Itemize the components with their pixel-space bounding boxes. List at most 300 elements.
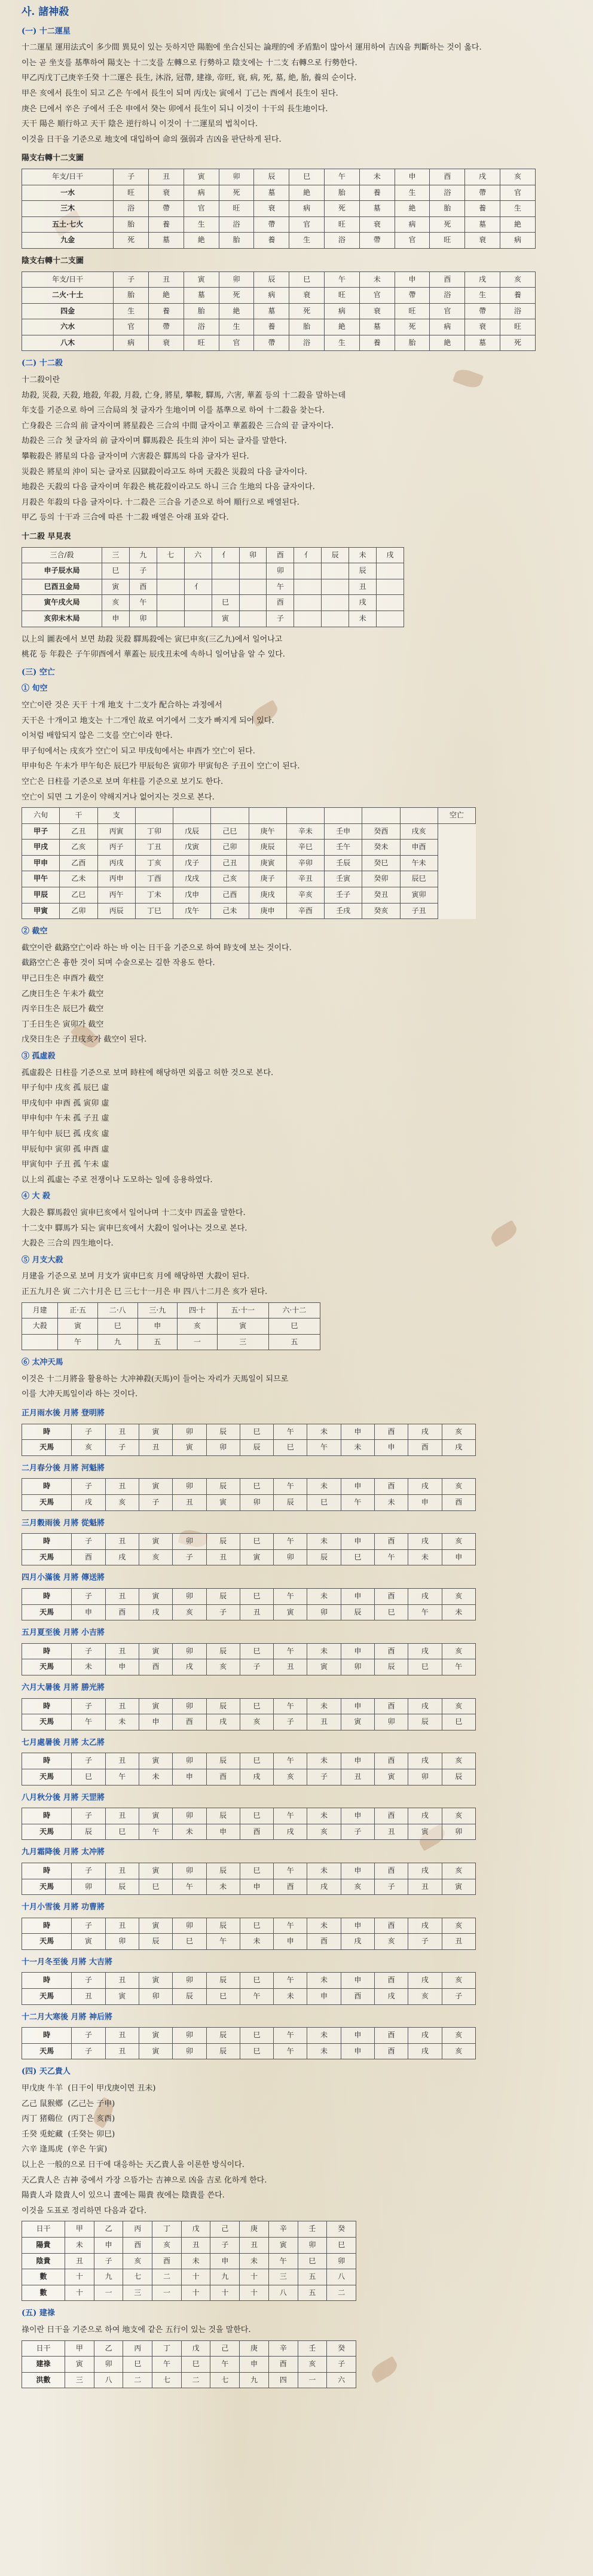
month-caption: 十一月冬至後 月將 大吉將 bbox=[22, 1957, 113, 1967]
table-cell: 巳酉丑金局 bbox=[22, 579, 102, 595]
table-cell: 午 bbox=[72, 1714, 105, 1730]
table-cell: 巳 bbox=[327, 2237, 356, 2253]
table-cell: 寅 bbox=[139, 1863, 172, 1879]
table-cell: 申 bbox=[137, 1318, 178, 1335]
table-cell: 八木 bbox=[22, 335, 114, 351]
table-cell: 己未 bbox=[211, 903, 249, 919]
table-caption: 十二殺 早見表 bbox=[22, 532, 71, 541]
table-cell: 戌 bbox=[349, 595, 377, 611]
table-cell: 酉 bbox=[72, 1549, 105, 1565]
month-general-table bbox=[22, 1753, 476, 1785]
table-cell bbox=[212, 563, 239, 579]
table-cell: 養 bbox=[149, 216, 184, 233]
table-cell: 子 bbox=[72, 1753, 105, 1769]
subsection-heading: ① 旬空 bbox=[22, 684, 48, 694]
table-row bbox=[22, 185, 536, 201]
table-cell: 巳 bbox=[298, 2253, 327, 2269]
table-cell bbox=[322, 563, 349, 579]
table-cell: 子 bbox=[72, 1479, 105, 1495]
month-general-table bbox=[22, 1643, 476, 1675]
table-cell: 午 bbox=[274, 1479, 307, 1495]
table-cell: 墓 bbox=[359, 201, 395, 217]
table-cell: 亥 bbox=[307, 1824, 341, 1840]
table-row bbox=[22, 1973, 476, 1989]
table-cell: 辰巳 bbox=[400, 871, 438, 887]
table-header-cell: 丁 bbox=[152, 2221, 182, 2238]
table-cell: 天馬 bbox=[22, 1495, 72, 1511]
table-header-cell: 三 bbox=[102, 547, 129, 563]
table-cell: 癸亥 bbox=[362, 903, 400, 919]
table-cell bbox=[294, 595, 322, 611]
table-header-cell: 丁 bbox=[152, 2340, 182, 2357]
table-cell: 申 bbox=[240, 1879, 273, 1895]
table-cell: 官 bbox=[184, 201, 219, 217]
table-cell: 養 bbox=[359, 335, 395, 351]
table-cell: 酉 bbox=[374, 1643, 408, 1659]
table-cell bbox=[184, 611, 212, 627]
table-header-row bbox=[22, 169, 536, 185]
table-cell: 墓 bbox=[465, 335, 500, 351]
table-cell: 午 bbox=[210, 2357, 240, 2373]
section-heading: (三) 空亡 bbox=[22, 667, 55, 677]
table-cell: 酉 bbox=[374, 1534, 408, 1550]
table-cell bbox=[239, 611, 267, 627]
table-cell: 二 bbox=[152, 2269, 182, 2285]
table-cell: 辛卯 bbox=[286, 855, 324, 871]
table-caption: 陰支右轉十二支圖 bbox=[22, 256, 84, 265]
table-header-cell: 丑 bbox=[149, 169, 184, 185]
table-cell: 寅 bbox=[139, 1753, 172, 1769]
table-header-cell: 未 bbox=[359, 169, 395, 185]
table-row bbox=[22, 823, 476, 840]
table-cell: 子 bbox=[173, 1549, 206, 1565]
month-caption: 六月大暑後 月將 勝光將 bbox=[22, 1683, 105, 1692]
table-cell: 午 bbox=[307, 1440, 341, 1456]
table-row bbox=[22, 1989, 476, 2005]
table-cell: 巳 bbox=[268, 1318, 320, 1335]
table-cell bbox=[294, 611, 322, 627]
table-cell: 時 bbox=[22, 1698, 72, 1714]
paragraph: 劫殺은 三合 첫 글자의 前 글자이며 驛馬殺은 長生의 沖이 되는 글자를 말한다. bbox=[22, 437, 287, 446]
paragraph: 月建을 기준으로 보며 月支가 寅申巳亥 月에 해당하면 大殺이 된다. bbox=[22, 1272, 250, 1281]
table-cell: 巳 bbox=[102, 563, 129, 579]
table-header-cell: 癸 bbox=[327, 2340, 356, 2357]
table-cell: 申 bbox=[341, 1643, 374, 1659]
table-header-cell: 年支/日干 bbox=[22, 169, 114, 185]
table-cell: 七 bbox=[123, 2269, 152, 2285]
paragraph: 이것을 도표로 정리하면 다음과 같다. bbox=[22, 2206, 147, 2215]
table-row bbox=[22, 840, 476, 856]
paragraph: 六辛 逢馬虎 (辛은 午寅) bbox=[22, 2145, 108, 2154]
table-cell: 卯 bbox=[94, 2357, 123, 2373]
table-cell: 戊申 bbox=[173, 887, 211, 904]
table-cell: 巳 bbox=[72, 1769, 105, 1785]
paragraph: 天干 陽은 順行하고 天干 陰은 逆行하니 이것이 十二運星의 법칙이다. bbox=[22, 120, 258, 129]
table-cell: 亥 bbox=[442, 1698, 475, 1714]
table-cell: 亥 bbox=[442, 1808, 475, 1824]
table-header-cell: 甲 bbox=[65, 2221, 94, 2238]
table-cell: 一 bbox=[152, 2285, 182, 2301]
table-cell: 十 bbox=[240, 2285, 269, 2301]
table-cell: 生 bbox=[325, 335, 360, 351]
table-cell: 亥 bbox=[442, 1589, 475, 1605]
table-cell: 亥 bbox=[105, 1495, 139, 1511]
table-cell bbox=[294, 579, 322, 595]
month-caption: 九月霜降後 月將 太冲將 bbox=[22, 1848, 105, 1857]
table-cell: 申 bbox=[341, 1863, 374, 1879]
table-cell: 二 bbox=[327, 2285, 356, 2301]
table-header-cell: 六 bbox=[184, 547, 212, 563]
table-row bbox=[22, 1863, 476, 1879]
table-cell: 子 bbox=[72, 1589, 105, 1605]
paragraph: 十二支中 驛馬가 되는 寅申巳亥에서 大殺이 일어나는 것으로 본다. bbox=[22, 1223, 247, 1233]
table-cell: 巳 bbox=[240, 1589, 273, 1605]
table-header-cell: 戌 bbox=[377, 547, 404, 563]
table-cell: 寅 bbox=[206, 1495, 240, 1511]
table-header-row bbox=[22, 2221, 356, 2238]
table-cell: 生 bbox=[219, 319, 254, 335]
table-cell: 卯 bbox=[298, 2237, 327, 2253]
table-cell: 酉 bbox=[274, 1879, 307, 1895]
table-row bbox=[22, 611, 404, 627]
table-cell: 病 bbox=[395, 216, 430, 233]
table-cell: 辰 bbox=[206, 1589, 240, 1605]
table-cell: 卯 bbox=[173, 1424, 206, 1440]
table-cell: 絶 bbox=[430, 335, 465, 351]
table-cell: 生 bbox=[114, 303, 149, 319]
table-cell: 酉 bbox=[129, 579, 157, 595]
table-row bbox=[22, 1440, 476, 1456]
twelve-stages-table-yin bbox=[22, 271, 536, 352]
table-cell: 丑 bbox=[274, 1659, 307, 1675]
table-cell: 未 bbox=[374, 1495, 408, 1511]
table-cell: 未 bbox=[307, 2028, 341, 2044]
table-cell: 寅 bbox=[102, 579, 129, 595]
table-cell: 五·十一 bbox=[217, 1302, 268, 1318]
table-cell: 卯 bbox=[173, 2028, 206, 2044]
table-cell: 酉 bbox=[374, 1424, 408, 1440]
subsection-heading: ③ 孤虛殺 bbox=[22, 1052, 56, 1061]
table-cell: 庚申 bbox=[249, 903, 286, 919]
table-cell: 戌 bbox=[408, 1863, 442, 1879]
table-cell: 辛巳 bbox=[286, 840, 324, 856]
table-cell: 申 bbox=[341, 2043, 374, 2059]
table-cell: 寅 bbox=[139, 1698, 172, 1714]
paragraph: 空亡이란 것은 天干 十개 地支 十二支가 配合하는 과정에서 bbox=[22, 700, 222, 710]
table-cell: 酉 bbox=[374, 2028, 408, 2044]
paragraph: 丁壬日生은 寅卯가 截空 bbox=[22, 1020, 104, 1029]
table-cell: 子 bbox=[206, 1604, 240, 1620]
paragraph: 이처럼 배합되지 않은 二支를 空亡이라 한다. bbox=[22, 731, 173, 741]
table-cell: 丑 bbox=[105, 1973, 139, 1989]
table-cell: 巳 bbox=[408, 1659, 442, 1675]
paragraph: 十二運星 運用法式이 多少間 異見이 있는 듯하지만 陽胞에 坐合신되는 論理的에 矛盾點이 많아서 運用하여 吉凶을 判斷하는 것이 옳다. bbox=[22, 43, 482, 53]
table-row bbox=[22, 2028, 476, 2044]
table-cell: 天馬 bbox=[22, 1440, 72, 1456]
table-cell: 申 bbox=[206, 1824, 240, 1840]
month-general-table bbox=[22, 1918, 476, 1950]
table-cell: 午 bbox=[274, 1918, 307, 1934]
table-cell: 庚辰 bbox=[249, 840, 286, 856]
table-cell: 辛亥 bbox=[286, 887, 324, 904]
paragraph: 災殺은 將星의 沖이 되는 글자로 囚獄殺이라고도 하며 天殺은 災殺의 다음 글자이다. bbox=[22, 467, 307, 477]
table-header-cell: 寅 bbox=[184, 271, 219, 288]
table-cell: 乙酉 bbox=[60, 855, 97, 871]
paragraph: 甲은 亥에서 長生이 되고 乙은 午에서 長生이 되며 丙戊는 寅에서 丁己는 酉에서 長生이 된다. bbox=[22, 88, 338, 98]
table-header-cell: 午 bbox=[325, 271, 360, 288]
paragraph: 截路空亡은 흉한 것이 되며 수술으로는 길한 작용도 한다. bbox=[22, 959, 215, 968]
table-cell: 午 bbox=[274, 1534, 307, 1550]
table-cell: 旺 bbox=[500, 319, 536, 335]
paragraph: 戊癸日生은 子丑戌亥가 截空이 된다. bbox=[22, 1035, 147, 1045]
table-cell: 己酉 bbox=[211, 887, 249, 904]
table-row bbox=[22, 1604, 476, 1620]
table-cell: 酉 bbox=[123, 2237, 152, 2253]
paragraph: 壬癸 兎蛇藏 (壬癸는 卯巳) bbox=[22, 2129, 115, 2139]
table-cell: 洪數 bbox=[22, 2372, 65, 2388]
table-cell: 巳 bbox=[341, 1549, 374, 1565]
table-row bbox=[22, 2237, 356, 2253]
table-cell: 卯 bbox=[72, 1879, 105, 1895]
table-cell: 浴 bbox=[430, 288, 465, 304]
table-header-cell: 未 bbox=[349, 547, 377, 563]
table-cell: 墓 bbox=[184, 288, 219, 304]
table-cell: 未 bbox=[307, 1589, 341, 1605]
table-cell: 酉 bbox=[408, 1440, 442, 1456]
paragraph: 이는 곧 坐支를 基準하여 陽支는 十二支를 左轉으로 行勢하고 陰支에는 十二支 右轉으로 行勢한다. bbox=[22, 58, 357, 68]
table-row bbox=[22, 1549, 476, 1565]
table-cell: 三 bbox=[268, 2269, 298, 2285]
paragraph: 陽貴人과 陰貴人이 있으니 晝에는 陽貴 夜에는 陰貴를 쓴다. bbox=[22, 2191, 225, 2200]
table-cell: 巳 bbox=[240, 1753, 273, 1769]
table-cell: 午 bbox=[206, 1934, 240, 1950]
table-cell: 卯 bbox=[173, 1808, 206, 1824]
table-cell: 丑 bbox=[105, 1698, 139, 1714]
table-cell: 陽貴 bbox=[22, 2237, 65, 2253]
table-cell: 旺 bbox=[325, 216, 360, 233]
table-cell: 寅 bbox=[139, 1479, 172, 1495]
table-cell: 戌 bbox=[374, 1989, 408, 2005]
table-cell: 病 bbox=[500, 233, 536, 249]
table-cell: 午 bbox=[274, 2043, 307, 2059]
table-cell: 午 bbox=[274, 1863, 307, 1879]
table-cell: 亥 bbox=[442, 1643, 475, 1659]
table-cell: 卯 bbox=[442, 1824, 475, 1840]
table-cell: 天馬 bbox=[22, 1824, 72, 1840]
table-cell: 胎 bbox=[114, 288, 149, 304]
table-cell: 衰 bbox=[465, 319, 500, 335]
table-cell: 寅 bbox=[217, 1318, 268, 1335]
table-cell: 帶 bbox=[149, 201, 184, 217]
table-cell: 卯 bbox=[173, 2043, 206, 2059]
table-cell: 寅 bbox=[139, 2043, 172, 2059]
noble-people-table bbox=[22, 2221, 356, 2301]
table-cell: 絶 bbox=[325, 319, 360, 335]
table-cell: 寅 bbox=[139, 2028, 172, 2044]
table-cell: 辰 bbox=[206, 1808, 240, 1824]
table-cell: 寅 bbox=[139, 1918, 172, 1934]
table-cell: 五 bbox=[298, 2285, 327, 2301]
table-cell: 七 bbox=[152, 2372, 182, 2388]
table-cell: 亥 bbox=[102, 595, 129, 611]
table-cell: 未 bbox=[274, 1989, 307, 2005]
table-row bbox=[22, 288, 536, 304]
table-cell: 巳 bbox=[240, 2028, 273, 2044]
table-header-cell: 癸 bbox=[327, 2221, 356, 2238]
table-cell: 申 bbox=[240, 2357, 269, 2373]
table-cell: 戌 bbox=[173, 1659, 206, 1675]
table-cell: 申 bbox=[341, 1698, 374, 1714]
month-caption: 四月小滿後 月將 傳送將 bbox=[22, 1573, 105, 1583]
table-cell: 丑 bbox=[105, 1863, 139, 1879]
paragraph: 乙庚日生은 午未가 截空 bbox=[22, 989, 104, 999]
table-cell: 辰 bbox=[173, 1989, 206, 2005]
table-cell: 巳 bbox=[240, 1918, 273, 1934]
table-cell: 申 bbox=[341, 1918, 374, 1934]
table-cell: 午 bbox=[268, 2253, 298, 2269]
table-cell: 子 bbox=[274, 1714, 307, 1730]
table-cell: 卯 bbox=[173, 1863, 206, 1879]
table-cell: 二·八 bbox=[97, 1302, 137, 1318]
table-cell: 亥 bbox=[173, 1604, 206, 1620]
table-cell: 大殺 bbox=[22, 1318, 58, 1335]
month-general-table bbox=[22, 1863, 476, 1895]
table-cell: 卯 bbox=[173, 1589, 206, 1605]
table-cell: 病 bbox=[254, 288, 289, 304]
month-caption: 三月穀雨後 月將 從魁將 bbox=[22, 1518, 105, 1528]
table-cell: 子 bbox=[72, 1424, 105, 1440]
table-cell: 子 bbox=[408, 1934, 442, 1950]
table-header-cell: 卯 bbox=[239, 547, 267, 563]
table-cell: 寅 bbox=[442, 1879, 475, 1895]
table-cell: 申子辰水局 bbox=[22, 563, 102, 579]
table-cell: 卯 bbox=[173, 1753, 206, 1769]
table-header-cell: 甲 bbox=[65, 2340, 94, 2357]
table-cell: 生 bbox=[289, 233, 325, 249]
table-cell: 丙午 bbox=[97, 887, 135, 904]
table-cell: 戌 bbox=[408, 1534, 442, 1550]
table-cell: 午 bbox=[129, 595, 157, 611]
table-row bbox=[22, 1534, 476, 1550]
table-cell: 子 bbox=[94, 2253, 123, 2269]
table-cell: 子 bbox=[307, 1769, 341, 1785]
table-header-cell: 酉 bbox=[267, 547, 294, 563]
table-cell: 戌 bbox=[72, 1495, 105, 1511]
table-header-cell: 庚 bbox=[240, 2340, 269, 2357]
table-cell: 寅 bbox=[65, 2357, 94, 2373]
table-cell: 戊午 bbox=[173, 903, 211, 919]
table-cell: 墓 bbox=[254, 303, 289, 319]
table-cell: 十 bbox=[210, 2285, 240, 2301]
table-cell: 子 bbox=[72, 2028, 105, 2044]
table-cell: 丑 bbox=[72, 1989, 105, 2005]
table-cell: 庚子 bbox=[249, 871, 286, 887]
table-cell: 辰 bbox=[206, 1863, 240, 1879]
table-cell: 酉 bbox=[267, 595, 294, 611]
twelve-sal-table bbox=[22, 547, 404, 627]
month-caption: 五月夏至後 月將 小吉將 bbox=[22, 1628, 105, 1638]
table-cell: 戌 bbox=[341, 1934, 374, 1950]
table-cell: 寅 bbox=[274, 1604, 307, 1620]
table-cell: 浴 bbox=[184, 319, 219, 335]
table-cell: 壬辰 bbox=[325, 855, 362, 871]
month-general-table bbox=[22, 1424, 476, 1456]
table-cell: 卯 bbox=[139, 1989, 172, 2005]
table-cell: 巳 bbox=[240, 1424, 273, 1440]
table-cell: 未 bbox=[307, 2043, 341, 2059]
table-cell: 戌 bbox=[408, 1698, 442, 1714]
table-header-row bbox=[22, 2340, 356, 2357]
table-cell: 絶 bbox=[500, 216, 536, 233]
table-cell: 亥 bbox=[442, 1534, 475, 1550]
table-cell: 天馬 bbox=[22, 1934, 72, 1950]
table-cell: 丁酉 bbox=[135, 871, 173, 887]
table-cell: 庚寅 bbox=[249, 855, 286, 871]
month-general-table bbox=[22, 1698, 476, 1730]
table-cell: 午 bbox=[274, 1424, 307, 1440]
table-cell: 寅 bbox=[139, 1808, 172, 1824]
table-cell: 酉 bbox=[374, 1753, 408, 1769]
table-cell: 死 bbox=[289, 303, 325, 319]
section-heading: (一) 十二運星 bbox=[22, 26, 71, 36]
table-cell: 九 bbox=[240, 2372, 269, 2388]
table-cell: 戊子 bbox=[173, 855, 211, 871]
table-cell: 卯 bbox=[274, 1549, 307, 1565]
table-cell: 午未 bbox=[400, 855, 438, 871]
page-title: 사. 諸神殺 bbox=[22, 6, 69, 18]
table-cell: 辰 bbox=[72, 1824, 105, 1840]
table-cell: 官 bbox=[395, 233, 430, 249]
table-cell: 天馬 bbox=[22, 1714, 72, 1730]
table-cell: 丁巳 bbox=[135, 903, 173, 919]
table-cell: 寅 bbox=[240, 1549, 273, 1565]
table-cell: 丑 bbox=[349, 579, 377, 595]
paragraph: 甲乙 등의 十干과 三合에 따른 十二殺 배열은 아래 표와 같다. bbox=[22, 513, 229, 523]
table-cell: 未 bbox=[206, 1879, 240, 1895]
table-cell: 壬申 bbox=[325, 823, 362, 840]
table-cell: 寅 bbox=[173, 1440, 206, 1456]
table-cell: 未 bbox=[65, 2237, 94, 2253]
table-cell: 丙子 bbox=[97, 840, 135, 856]
month-great-sal-table bbox=[22, 1302, 320, 1351]
table-cell: 三 bbox=[123, 2285, 152, 2301]
table-cell: 丑 bbox=[105, 1918, 139, 1934]
table-header-cell: 丙 bbox=[123, 2221, 152, 2238]
table-cell: 申 bbox=[341, 1973, 374, 1989]
table-row bbox=[22, 1318, 320, 1335]
table-cell: 卯 bbox=[327, 2253, 356, 2269]
table-cell: 癸丑 bbox=[362, 887, 400, 904]
table-cell: 丑 bbox=[105, 1808, 139, 1824]
table-cell bbox=[157, 595, 184, 611]
table-cell: 天馬 bbox=[22, 1604, 72, 1620]
table-cell: 辰 bbox=[349, 563, 377, 579]
table-cell: 死 bbox=[219, 185, 254, 201]
table-cell: 午 bbox=[152, 2357, 182, 2373]
table-cell: 五 bbox=[298, 2269, 327, 2285]
table-cell: 酉 bbox=[374, 1808, 408, 1824]
table-cell: 亥 bbox=[206, 1659, 240, 1675]
table-cell: 戌亥 bbox=[400, 823, 438, 840]
table-cell: 三木 bbox=[22, 201, 114, 217]
table-header-cell: 亥 bbox=[500, 271, 536, 288]
paragraph: 祿이란 日干을 기준으로 하여 地支에 같은 五行이 있는 것을 말한다. bbox=[22, 2325, 251, 2334]
table-cell: 子 bbox=[267, 611, 294, 627]
table-cell: 卯 bbox=[173, 1534, 206, 1550]
table-cell: 官 bbox=[114, 319, 149, 335]
table-cell: 時 bbox=[22, 1424, 72, 1440]
table-cell: 丑 bbox=[240, 1604, 273, 1620]
